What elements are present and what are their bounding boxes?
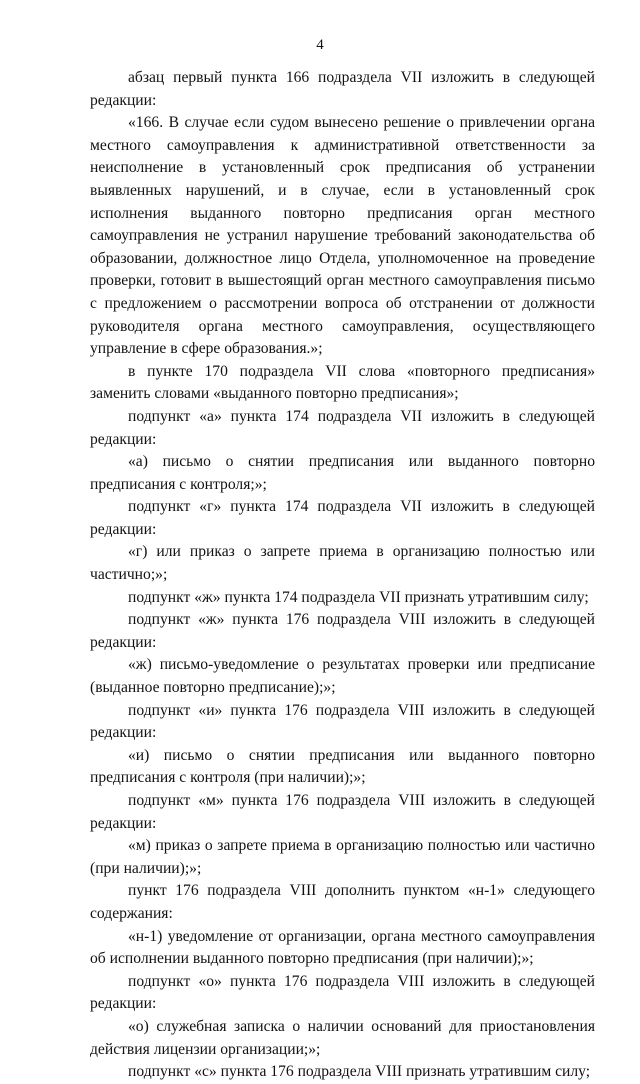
paragraph-6: подпункт «г» пункта 174 подраздела VII изложить в следующей редакции: [90, 498, 595, 538]
page-number: 4 [316, 37, 324, 53]
paragraph-3: в пункте 170 подраздела VII слова «повторного предписания» заменить словами «выданного повторно предписания»; [90, 362, 595, 403]
paragraph-19: подпункт «с» пункта 176 подраздела VIII признать утратившим силу; [128, 1063, 591, 1081]
paragraph-12: «и) письмо о снятии предписания или выданного повторно предписания с контроля (при наличии);»; [90, 746, 595, 787]
paragraph-7: «г) или приказ о запрете приема в организацию полностью или частично;»; [90, 543, 595, 584]
paragraph-4: подпункт «а» пункта 174 подраздела VII изложить в следующей редакции: [90, 407, 595, 448]
paragraph-16: «н-1) уведомление от организации, органа местного самоуправления об исполнении выданного повторно предписания (при наличии);»; [90, 927, 595, 968]
paragraph-15: пункт 176 подраздела VIII дополнить пунктом «н-1» следующего содержания: [90, 882, 595, 922]
paragraph-11: подпункт «и» пункта 176 подраздела VIII изложить в следующей редакции: [90, 701, 595, 742]
paragraph-13: подпункт «м» пункта 176 подраздела VIII изложить в следующей редакции: [90, 792, 595, 832]
paragraph-8: подпункт «ж» пункта 174 подраздела VII признать утратившим силу; [128, 588, 589, 606]
paragraph-18: «о) служебная записка о наличии оснований для приостановления действия лицензии организации;»; [90, 1017, 595, 1058]
paragraph-5: «а) письмо о снятии предписания или выданного повторно предписания с контроля;»; [90, 453, 595, 493]
paragraph-2: «166. В случае если судом вынесено решение о привлечении органа местного самоуправления к административной ответственности за неисполнение в установленный срок предписания об устранении выявленных нарушений, и в случае, если в установленный срок исполнения выданного повторно предписания орган местного самоуправления не устранил нарушение требований законодательства об образовании, должностное лицо Отдела, уполномоченное на проведение проверки, готовит в вышестоящий орган местного самоуправления письмо с предложением о рассмотрении вопроса об отстранении от должности руководителя органа местного самоуправления, осуществляющего управление в сфере образования.»; [90, 114, 595, 358]
paragraph-9: подпункт «ж» пункта 176 подраздела VIII изложить в следующей редакции: [90, 611, 595, 651]
paragraph-14: «м) приказ о запрете приема в организацию полностью или частично (при наличии);»; [90, 837, 595, 877]
paragraph-17: подпункт «о» пункта 176 подраздела VIII изложить в следующей редакции: [90, 972, 595, 1013]
document-body [90, 67, 595, 1084]
paragraph-10: «ж) письмо-уведомление о результатах проверки или предписание (выданное повторно предписание);»; [90, 656, 595, 697]
paragraph-1: абзац первый пункта 166 подраздела VII изложить в следующей редакции: [90, 69, 595, 109]
